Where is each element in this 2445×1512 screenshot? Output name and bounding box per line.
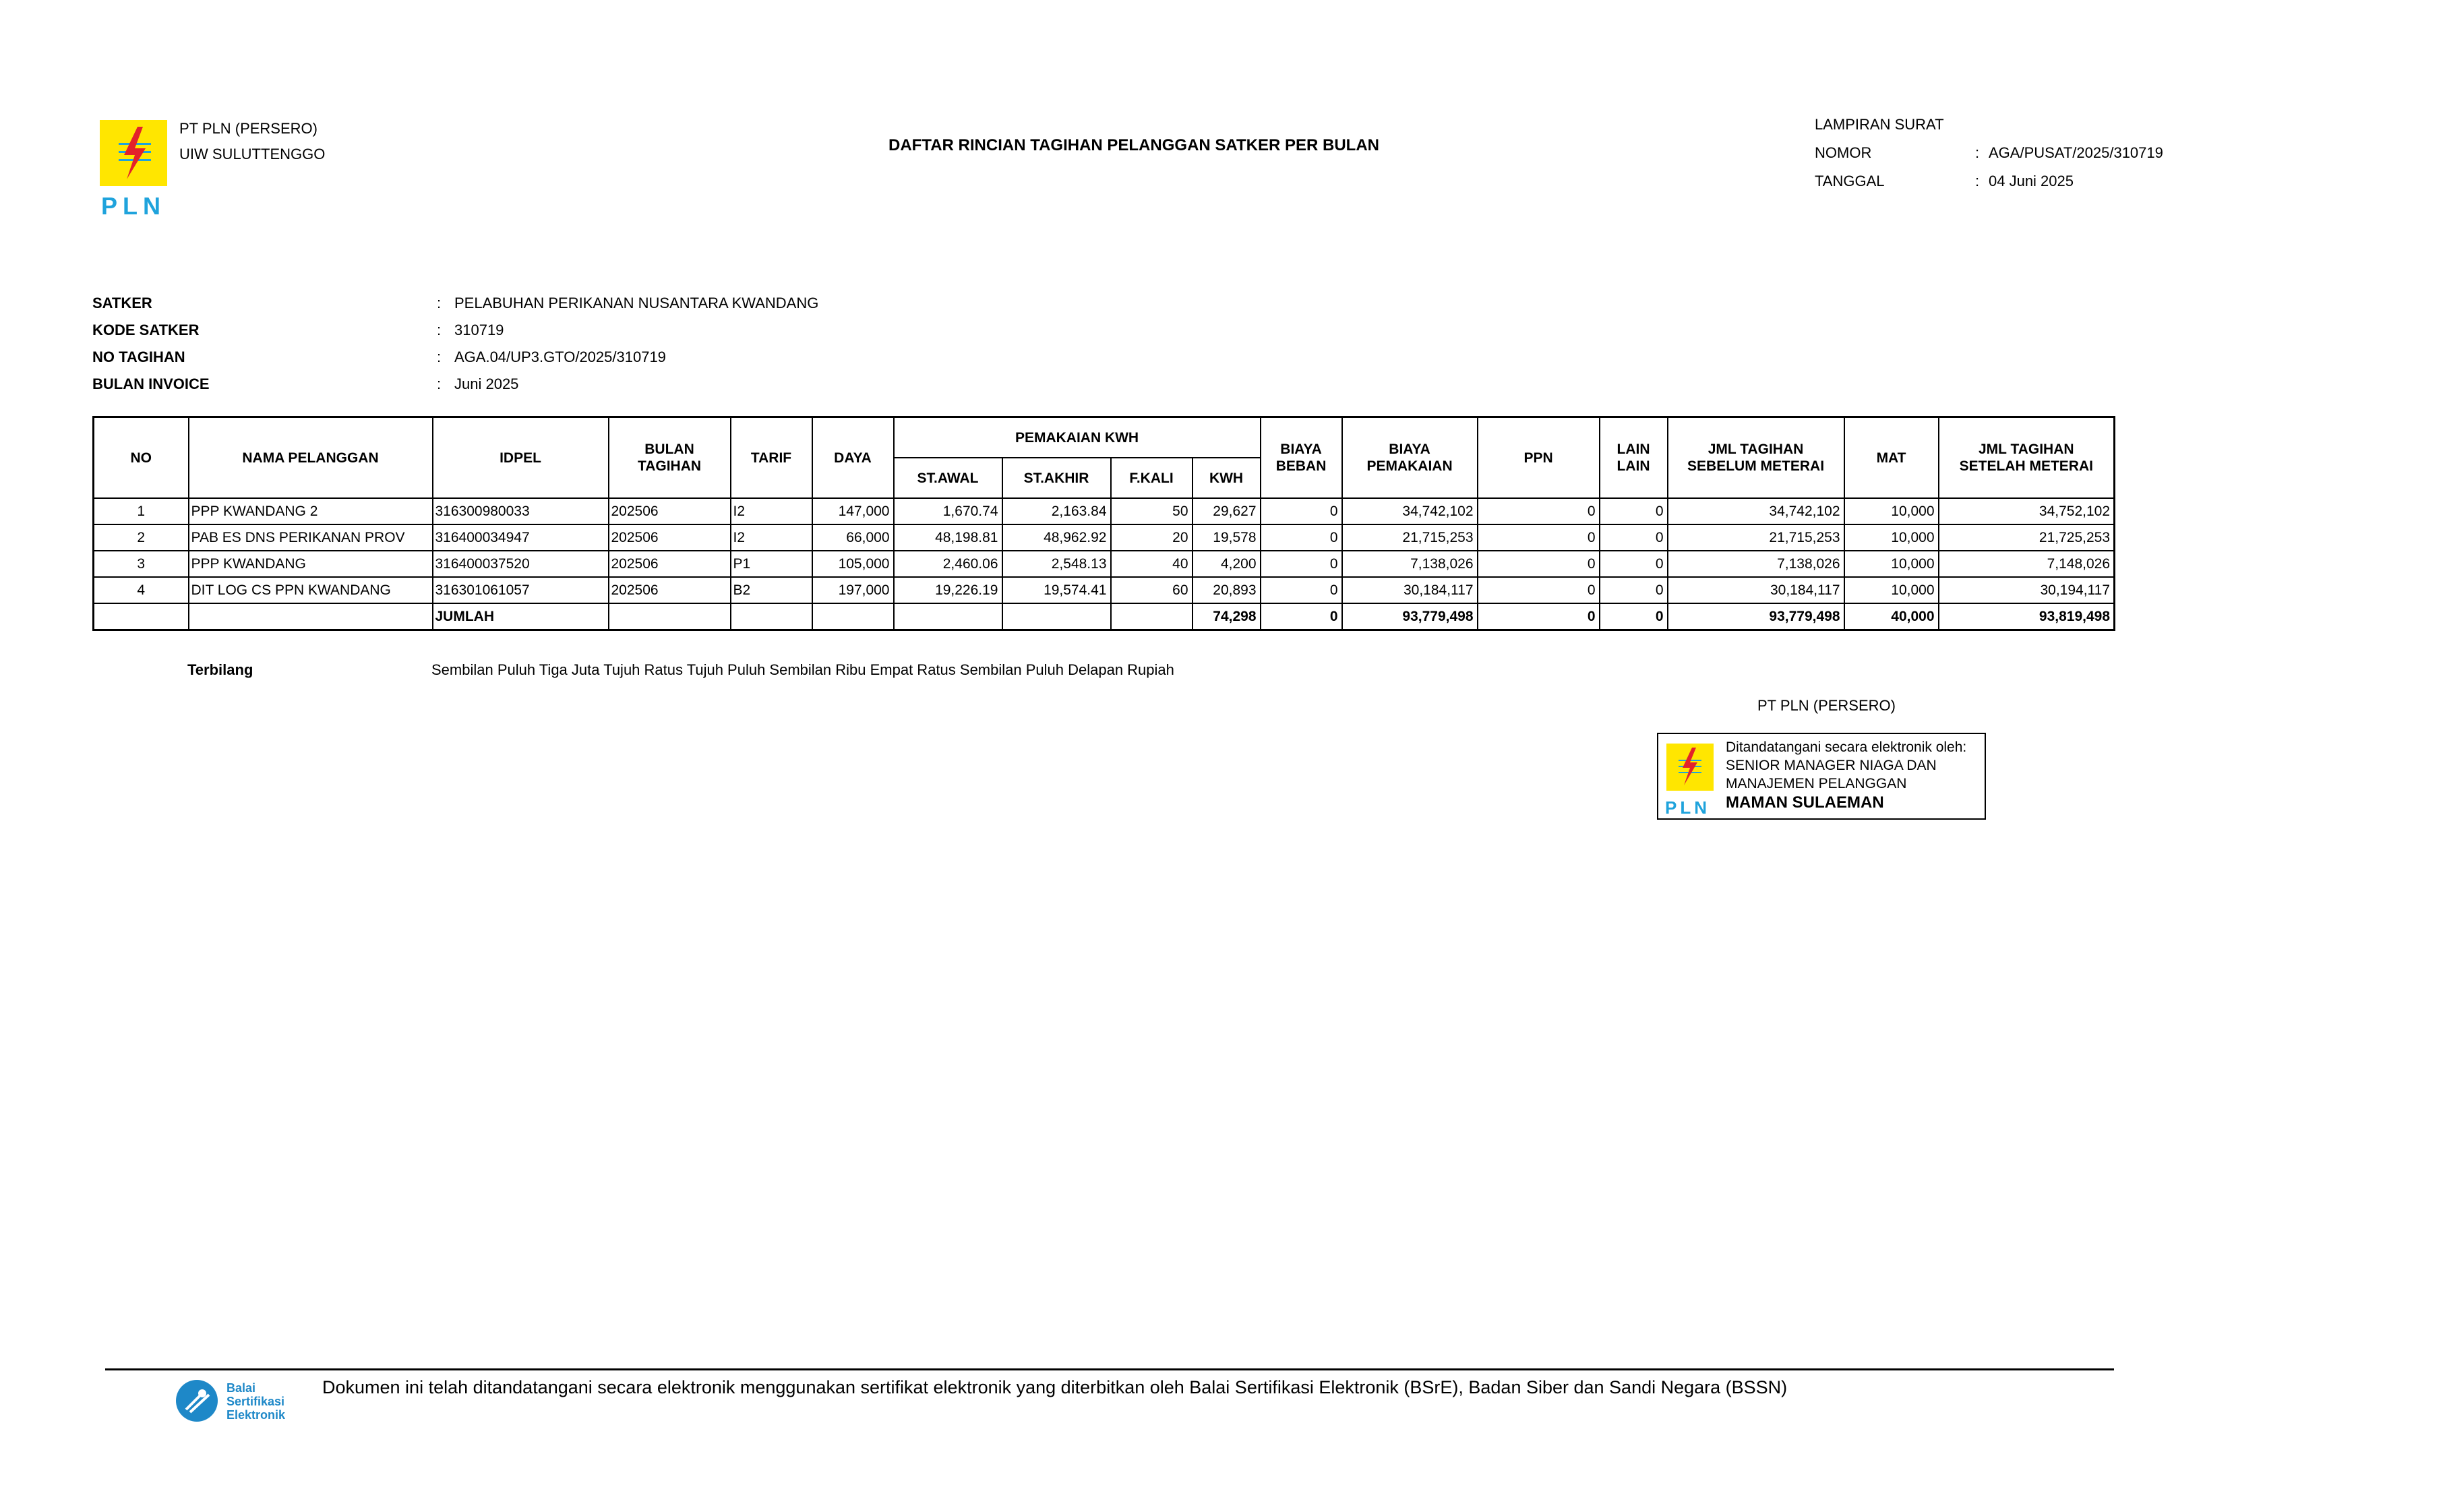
cell-mat: 10,000: [1844, 498, 1939, 524]
cell-nama: PAB ES DNS PERIKANAN PROV: [189, 524, 433, 551]
cell-biaya-pemakaian: 21,715,253: [1342, 524, 1478, 551]
total-label: JUMLAH: [433, 603, 609, 630]
cell-mat: 10,000: [1844, 551, 1939, 577]
total-empty-bulan: [609, 603, 731, 630]
cell-kwh: 29,627: [1193, 498, 1261, 524]
cell-ppn: 0: [1478, 524, 1600, 551]
cell-lain: 0: [1600, 498, 1668, 524]
signatory-name: MAMAN SULAEMAN: [1726, 793, 1884, 812]
no-tagihan-colon: :: [437, 349, 442, 365]
cell-no: 2: [94, 524, 189, 551]
total-row: [94, 603, 2115, 630]
cell-biaya-beban: 0: [1261, 498, 1342, 524]
header-biaya-beban: BIAYA BEBAN: [1261, 417, 1342, 499]
satker-colon: :: [437, 295, 442, 311]
signature-company: PT PLN (PERSERO): [1757, 697, 1896, 714]
cell-idpel: 316400037520: [433, 551, 609, 577]
header-tarif: TARIF: [731, 417, 812, 499]
cell-biaya-pemakaian: 30,184,117: [1342, 577, 1478, 603]
bsre-logo-icon: [175, 1377, 297, 1424]
cell-kwh: 19,578: [1193, 524, 1261, 551]
kode-satker-colon: :: [437, 322, 442, 338]
cell-lain: 0: [1600, 551, 1668, 577]
header-idpel: IDPEL: [433, 417, 609, 499]
cell-biaya-beban: 0: [1261, 551, 1342, 577]
cell-jml-sebelum: 30,184,117: [1668, 577, 1844, 603]
cell-bulan: 202506: [609, 551, 731, 577]
cell-st-awal: 2,460.06: [894, 551, 1002, 577]
document-title: DAFTAR RINCIAN TAGIHAN PELANGGAN SATKER PER BULAN: [888, 136, 1379, 154]
cell-lain: 0: [1600, 524, 1668, 551]
nomor-value: AGA/PUSAT/2025/310719: [1989, 144, 2163, 161]
cell-tarif: I2: [731, 498, 812, 524]
pln-logo-icon: [100, 120, 170, 221]
cell-jml-setelah: 30,194,117: [1939, 577, 2115, 603]
nomor-colon: :: [1975, 144, 1980, 161]
cell-idpel: 316300980033: [433, 498, 609, 524]
no-tagihan-label: NO TAGIHAN: [92, 349, 185, 365]
cell-bulan: 202506: [609, 524, 731, 551]
bulan-invoice-colon: :: [437, 375, 442, 392]
cell-biaya-beban: 0: [1261, 524, 1342, 551]
cell-st-akhir: 48,962.92: [1002, 524, 1111, 551]
header-jml-sebelum: JML TAGIHAN SEBELUM METERAI: [1668, 417, 1844, 499]
cell-tarif: P1: [731, 551, 812, 577]
cell-daya: 197,000: [812, 577, 894, 603]
cell-kwh: 20,893: [1193, 577, 1261, 603]
tanggal-colon: :: [1975, 173, 1980, 189]
header-bulan: BULAN TAGIHAN: [609, 417, 731, 499]
no-tagihan-value: AGA.04/UP3.GTO/2025/310719: [454, 349, 666, 365]
cell-bulan: 202506: [609, 577, 731, 603]
cell-ppn: 0: [1478, 551, 1600, 577]
cell-st-awal: 19,226.19: [894, 577, 1002, 603]
pln-logo: [100, 120, 170, 221]
tanggal-label: TANGGAL: [1815, 173, 1885, 189]
cell-jml-setelah: 7,148,026: [1939, 551, 2115, 577]
cell-mat: 10,000: [1844, 524, 1939, 551]
footer-divider: [105, 1368, 2114, 1370]
cell-mat: 10,000: [1844, 577, 1939, 603]
cell-no: 3: [94, 551, 189, 577]
kode-satker-value: 310719: [454, 322, 504, 338]
svg-text:Elektronik: Elektronik: [227, 1408, 286, 1422]
header-ppn: PPN: [1478, 417, 1600, 499]
header-biaya-pemakaian: BIAYA PEMAKAIAN: [1342, 417, 1478, 499]
header-st-akhir: ST.AKHIR: [1002, 458, 1111, 498]
cell-jml-setelah: 34,752,102: [1939, 498, 2115, 524]
bulan-invoice-label: BULAN INVOICE: [92, 375, 210, 392]
kode-satker-label: KODE SATKER: [92, 322, 200, 338]
cell-daya: 105,000: [812, 551, 894, 577]
cell-biaya-pemakaian: 34,742,102: [1342, 498, 1478, 524]
svg-text:PLN: PLN: [101, 192, 166, 220]
e-signature-box: [1657, 733, 1986, 820]
total-empty-st-akhir: [1002, 603, 1111, 630]
total-kwh: 74,298: [1193, 603, 1261, 630]
total-empty-no: [94, 603, 189, 630]
svg-text:Sertifikasi: Sertifikasi: [227, 1395, 285, 1408]
cell-no: 4: [94, 577, 189, 603]
cell-jml-sebelum: 7,138,026: [1668, 551, 1844, 577]
bulan-invoice-value: Juni 2025: [454, 375, 519, 392]
pln-logo-small: [1664, 742, 1718, 818]
terbilang-text: Sembilan Puluh Tiga Juta Tujuh Ratus Tujuh Puluh Sembilan Ribu Empat Ratus Sembilan Puluh Delapan Rupiah: [431, 661, 1174, 678]
cell-f-kali: 60: [1111, 577, 1193, 603]
header-jml-setelah: JML TAGIHAN SETELAH METERAI: [1939, 417, 2115, 499]
cell-idpel: 316301061057: [433, 577, 609, 603]
total-jml-sebelum: 93,779,498: [1668, 603, 1844, 630]
cell-st-awal: 48,198.81: [894, 524, 1002, 551]
cell-st-awal: 1,670.74: [894, 498, 1002, 524]
cell-idpel: 316400034947: [433, 524, 609, 551]
bsre-logo: [175, 1377, 297, 1424]
cell-st-akhir: 2,163.84: [1002, 498, 1111, 524]
cell-jml-setelah: 21,725,253: [1939, 524, 2115, 551]
cell-ppn: 0: [1478, 577, 1600, 603]
table-row: [94, 551, 2115, 577]
cell-daya: 66,000: [812, 524, 894, 551]
cell-no: 1: [94, 498, 189, 524]
company-name: PT PLN (PERSERO): [179, 120, 318, 137]
cell-f-kali: 20: [1111, 524, 1193, 551]
total-empty-st-awal: [894, 603, 1002, 630]
header-f-kali: F.KALI: [1111, 458, 1193, 498]
cell-biaya-beban: 0: [1261, 577, 1342, 603]
header-daya: DAYA: [812, 417, 894, 499]
cell-st-akhir: 19,574.41: [1002, 577, 1111, 603]
cell-jml-sebelum: 21,715,253: [1668, 524, 1844, 551]
pln-logo-small-icon: [1664, 742, 1718, 818]
cell-bulan: 202506: [609, 498, 731, 524]
total-empty-f-kali: [1111, 603, 1193, 630]
cell-f-kali: 50: [1111, 498, 1193, 524]
total-biaya-beban: 0: [1261, 603, 1342, 630]
header-no: NO: [94, 417, 189, 499]
table-row: [94, 498, 2115, 524]
cell-lain: 0: [1600, 577, 1668, 603]
billing-table: [92, 416, 2115, 631]
svg-text:PLN: PLN: [1665, 797, 1710, 818]
cell-daya: 147,000: [812, 498, 894, 524]
nomor-label: NOMOR: [1815, 144, 1872, 161]
cell-f-kali: 40: [1111, 551, 1193, 577]
cell-kwh: 4,200: [1193, 551, 1261, 577]
header-pemakaian-kwh: PEMAKAIAN KWH: [894, 417, 1261, 458]
total-empty-tarif: [731, 603, 812, 630]
cell-st-akhir: 2,548.13: [1002, 551, 1111, 577]
cell-jml-sebelum: 34,742,102: [1668, 498, 1844, 524]
total-empty-daya: [812, 603, 894, 630]
table-row: [94, 577, 2115, 603]
cell-biaya-pemakaian: 7,138,026: [1342, 551, 1478, 577]
total-jml-setelah: 93,819,498: [1939, 603, 2115, 630]
satker-value: PELABUHAN PERIKANAN NUSANTARA KWANDANG: [454, 295, 819, 311]
total-lain: 0: [1600, 603, 1668, 630]
header-lain-lain: LAIN LAIN: [1600, 417, 1668, 499]
unit-name: UIW SULUTTENGGO: [179, 146, 326, 162]
signature-line-3: MANAJEMEN PELANGGAN: [1726, 776, 1907, 791]
header-nama: NAMA PELANGGAN: [189, 417, 433, 499]
total-biaya-pemakaian: 93,779,498: [1342, 603, 1478, 630]
ref-title: LAMPIRAN SURAT: [1815, 116, 1944, 133]
header-mat: MAT: [1844, 417, 1939, 499]
satker-label: SATKER: [92, 295, 152, 311]
signature-line-2: SENIOR MANAGER NIAGA DAN: [1726, 758, 1937, 773]
header-kwh: KWH: [1193, 458, 1261, 498]
footer-text: Dokumen ini telah ditandatangani secara elektronik menggunakan sertifikat elektronik yang diterbitkan oleh Balai Sertifikasi Elektronik (BSrE), Badan Siber dan Sandi Negara (BSSN): [322, 1377, 1788, 1397]
cell-nama: PPP KWANDANG: [189, 551, 433, 577]
svg-text:Balai: Balai: [227, 1381, 256, 1395]
cell-tarif: B2: [731, 577, 812, 603]
tanggal-value: 04 Juni 2025: [1989, 173, 2074, 189]
header-st-awal: ST.AWAL: [894, 458, 1002, 498]
cell-nama: PPP KWANDANG 2: [189, 498, 433, 524]
terbilang-label: Terbilang: [187, 661, 253, 678]
signature-line-1: Ditandatangani secara elektronik oleh:: [1726, 739, 1967, 755]
total-ppn: 0: [1478, 603, 1600, 630]
cell-tarif: I2: [731, 524, 812, 551]
cell-nama: DIT LOG CS PPN KWANDANG: [189, 577, 433, 603]
total-empty-nama: [189, 603, 433, 630]
total-mat: 40,000: [1844, 603, 1939, 630]
cell-ppn: 0: [1478, 498, 1600, 524]
table-row: [94, 524, 2115, 551]
